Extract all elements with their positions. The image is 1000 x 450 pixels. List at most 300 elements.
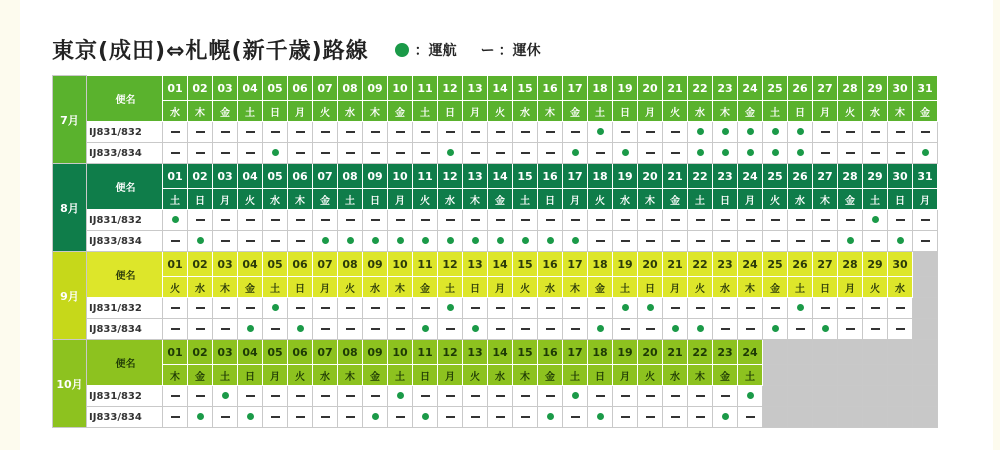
closed-dash-icon xyxy=(871,307,880,309)
flight-number: IJ833/834 xyxy=(87,407,163,428)
weekday: 月 xyxy=(388,189,413,210)
day-number: 09 xyxy=(363,164,388,189)
schedule-cell xyxy=(488,231,513,252)
closed-dash-icon xyxy=(296,152,305,154)
closed-dash-icon xyxy=(646,152,655,154)
empty-cell xyxy=(788,340,813,365)
schedule-cell xyxy=(363,319,388,340)
closed-dash-icon xyxy=(196,395,205,397)
closed-dash-icon xyxy=(371,395,380,397)
weekday: 木 xyxy=(363,101,388,122)
schedule-cell xyxy=(688,386,713,407)
closed-dash-icon xyxy=(846,131,855,133)
operating-dot-icon xyxy=(722,413,729,420)
schedule-cell xyxy=(613,210,638,231)
weekday: 水 xyxy=(538,277,563,298)
empty-cell xyxy=(813,407,838,428)
empty-cell xyxy=(913,298,938,319)
empty-cell xyxy=(913,407,938,428)
closed-dash-icon xyxy=(246,307,255,309)
day-number: 03 xyxy=(213,340,238,365)
weekday-row xyxy=(53,101,938,122)
day-number: 08 xyxy=(338,340,363,365)
closed-dash-icon xyxy=(821,307,830,309)
schedule-cell xyxy=(738,319,763,340)
empty-cell xyxy=(913,340,938,365)
schedule-cell xyxy=(488,298,513,319)
closed-dash-icon xyxy=(571,328,580,330)
weekday: 木 xyxy=(463,189,488,210)
operating-dot-icon xyxy=(847,237,854,244)
closed-dash-icon xyxy=(171,395,180,397)
operating-dot-icon xyxy=(597,325,604,332)
schedule-cell xyxy=(338,210,363,231)
closed-dash-icon xyxy=(621,240,630,242)
schedule-cell xyxy=(763,210,788,231)
closed-dash-icon xyxy=(521,152,530,154)
weekday-row xyxy=(53,365,938,386)
schedule-cell xyxy=(763,122,788,143)
closed-dash-icon xyxy=(246,152,255,154)
closed-dash-icon xyxy=(321,395,330,397)
schedule-cell xyxy=(813,319,838,340)
closed-dash-icon xyxy=(646,131,655,133)
operating-dot-icon xyxy=(172,216,179,223)
schedule-cell xyxy=(913,210,938,231)
schedule-cell xyxy=(813,143,838,164)
schedule-cell xyxy=(663,122,688,143)
day-number: 17 xyxy=(563,164,588,189)
weekday: 金 xyxy=(713,365,738,386)
schedule-cell xyxy=(588,231,613,252)
schedule-cell xyxy=(513,298,538,319)
weekday: 火 xyxy=(288,365,313,386)
schedule-cell xyxy=(163,122,188,143)
schedule-cell xyxy=(313,231,338,252)
closed-dash-icon xyxy=(671,395,680,397)
empty-cell xyxy=(913,319,938,340)
operating-dot-icon xyxy=(272,304,279,311)
weekday: 水 xyxy=(663,365,688,386)
closed-dash-icon xyxy=(621,131,630,133)
flight-number: IJ831/832 xyxy=(87,122,163,143)
empty-cell xyxy=(763,407,788,428)
schedule-cell xyxy=(213,122,238,143)
weekday: 月 xyxy=(613,365,638,386)
closed-dash-icon xyxy=(221,328,230,330)
closed-dash-icon xyxy=(496,219,505,221)
schedule-cell xyxy=(238,143,263,164)
month-label: 9月 xyxy=(53,252,87,340)
weekday: 土 xyxy=(438,277,463,298)
schedule-cell xyxy=(813,298,838,319)
schedule-cell xyxy=(838,143,863,164)
empty-cell xyxy=(838,365,863,386)
schedule-cell xyxy=(538,143,563,164)
schedule-cell xyxy=(413,143,438,164)
weekday: 土 xyxy=(588,101,613,122)
operating-dot-icon xyxy=(572,392,579,399)
schedule-cell xyxy=(888,210,913,231)
day-number: 23 xyxy=(713,340,738,365)
operating-dot-icon xyxy=(422,325,429,332)
schedule-cell xyxy=(263,143,288,164)
weekday: 木 xyxy=(188,101,213,122)
schedule-cell xyxy=(663,386,688,407)
closed-dash-icon xyxy=(771,240,780,242)
schedule-cell xyxy=(813,122,838,143)
closed-dash-icon xyxy=(471,307,480,309)
schedule-cell xyxy=(663,143,688,164)
operating-dot-icon xyxy=(397,392,404,399)
day-number: 15 xyxy=(513,164,538,189)
schedule-cell xyxy=(838,122,863,143)
legend-closed-symbol: ー xyxy=(480,42,495,59)
closed-dash-icon xyxy=(671,131,680,133)
month-label: 8月 xyxy=(53,164,87,252)
flight-row xyxy=(53,231,938,252)
schedule-cell xyxy=(763,319,788,340)
weekday: 日 xyxy=(638,277,663,298)
schedule-cell xyxy=(188,143,213,164)
schedule-cell xyxy=(313,143,338,164)
weekday: 木 xyxy=(563,277,588,298)
day-number: 19 xyxy=(613,164,638,189)
operating-dot-icon xyxy=(672,325,679,332)
schedule-cell xyxy=(238,210,263,231)
month-block-sep xyxy=(53,252,938,340)
empty-cell xyxy=(913,277,938,298)
closed-dash-icon xyxy=(321,131,330,133)
closed-dash-icon xyxy=(321,219,330,221)
schedule-cell xyxy=(738,143,763,164)
closed-dash-icon xyxy=(596,240,605,242)
closed-dash-icon xyxy=(696,416,705,418)
closed-dash-icon xyxy=(321,307,330,309)
schedule-cell xyxy=(188,210,213,231)
schedule-cell xyxy=(338,122,363,143)
day-number: 11 xyxy=(413,164,438,189)
day-number-row xyxy=(53,164,938,189)
operating-dot-icon xyxy=(772,128,779,135)
day-number: 02 xyxy=(188,252,213,277)
empty-cell xyxy=(913,386,938,407)
schedule-cell xyxy=(663,298,688,319)
schedule-cell xyxy=(388,210,413,231)
closed-dash-icon xyxy=(646,416,655,418)
weekday: 水 xyxy=(863,101,888,122)
closed-dash-icon xyxy=(546,219,555,221)
schedule-cell xyxy=(163,319,188,340)
schedule-cell xyxy=(388,231,413,252)
day-number: 01 xyxy=(163,340,188,365)
weekday: 金 xyxy=(188,365,213,386)
day-number: 18 xyxy=(588,164,613,189)
schedule-cell xyxy=(363,122,388,143)
closed-dash-icon xyxy=(471,152,480,154)
closed-dash-icon xyxy=(246,131,255,133)
schedule-cell xyxy=(663,210,688,231)
operating-dot-icon xyxy=(522,237,529,244)
schedule-cell xyxy=(413,319,438,340)
day-number: 21 xyxy=(663,252,688,277)
weekday: 日 xyxy=(263,101,288,122)
weekday: 月 xyxy=(288,101,313,122)
schedule-cell xyxy=(363,298,388,319)
schedule-cell xyxy=(463,386,488,407)
weekday: 水 xyxy=(438,189,463,210)
day-number: 15 xyxy=(513,340,538,365)
weekday: 日 xyxy=(788,101,813,122)
day-number: 16 xyxy=(538,164,563,189)
schedule-cell xyxy=(513,143,538,164)
weekday: 水 xyxy=(263,189,288,210)
flight-row xyxy=(53,122,938,143)
day-number: 30 xyxy=(888,76,913,101)
day-number: 06 xyxy=(288,164,313,189)
day-number: 25 xyxy=(763,252,788,277)
schedule-cell xyxy=(463,298,488,319)
closed-dash-icon xyxy=(471,131,480,133)
weekday: 月 xyxy=(263,365,288,386)
schedule-cell xyxy=(638,122,663,143)
day-number: 09 xyxy=(363,76,388,101)
day-number: 31 xyxy=(913,164,938,189)
schedule-cell xyxy=(813,231,838,252)
schedule-cell xyxy=(688,122,713,143)
operating-dot-icon xyxy=(897,237,904,244)
schedule-cell xyxy=(863,298,888,319)
flight-schedule-table xyxy=(52,75,938,428)
day-number: 01 xyxy=(163,76,188,101)
empty-cell xyxy=(913,365,938,386)
day-number: 14 xyxy=(488,340,513,365)
closed-dash-icon xyxy=(596,307,605,309)
schedule-cell xyxy=(488,143,513,164)
operating-dot-icon xyxy=(922,149,929,156)
month-block-aug xyxy=(53,164,938,252)
day-number: 14 xyxy=(488,252,513,277)
operating-dot-icon xyxy=(797,128,804,135)
schedule-cell xyxy=(838,210,863,231)
schedule-cell xyxy=(538,298,563,319)
day-number: 08 xyxy=(338,252,363,277)
schedule-cell xyxy=(563,407,588,428)
operating-dot-icon xyxy=(197,237,204,244)
closed-dash-icon xyxy=(171,131,180,133)
month-label: 10月 xyxy=(53,340,87,428)
closed-dash-icon xyxy=(896,219,905,221)
day-number: 22 xyxy=(688,164,713,189)
flight-number: IJ833/834 xyxy=(87,231,163,252)
weekday: 日 xyxy=(438,101,463,122)
header xyxy=(52,34,541,65)
day-number: 20 xyxy=(638,340,663,365)
day-number: 16 xyxy=(538,76,563,101)
schedule-cell xyxy=(163,210,188,231)
schedule-cell xyxy=(863,210,888,231)
closed-dash-icon xyxy=(796,328,805,330)
closed-dash-icon xyxy=(796,240,805,242)
schedule-cell xyxy=(188,407,213,428)
schedule-cell xyxy=(288,298,313,319)
closed-dash-icon xyxy=(571,131,580,133)
closed-dash-icon xyxy=(496,131,505,133)
closed-dash-icon xyxy=(871,240,880,242)
schedule-cell xyxy=(663,319,688,340)
weekday: 火 xyxy=(663,101,688,122)
empty-cell xyxy=(863,407,888,428)
day-number: 06 xyxy=(288,252,313,277)
weekday: 火 xyxy=(238,189,263,210)
empty-cell xyxy=(863,386,888,407)
weekday: 日 xyxy=(238,365,263,386)
closed-dash-icon xyxy=(771,219,780,221)
flight-number: IJ833/834 xyxy=(87,143,163,164)
schedule-cell xyxy=(613,298,638,319)
schedule-cell xyxy=(513,319,538,340)
closed-dash-icon xyxy=(446,395,455,397)
operating-dot-icon xyxy=(372,413,379,420)
closed-dash-icon xyxy=(171,328,180,330)
day-number-row xyxy=(53,76,938,101)
empty-cell xyxy=(863,365,888,386)
closed-dash-icon xyxy=(771,307,780,309)
closed-dash-icon xyxy=(271,416,280,418)
schedule-cell xyxy=(838,298,863,319)
weekday: 火 xyxy=(513,277,538,298)
closed-dash-icon xyxy=(371,219,380,221)
schedule-cell xyxy=(288,122,313,143)
closed-dash-icon xyxy=(296,416,305,418)
month-block-oct xyxy=(53,340,938,428)
day-number: 03 xyxy=(213,164,238,189)
closed-dash-icon xyxy=(521,416,530,418)
day-number: 05 xyxy=(263,252,288,277)
empty-cell xyxy=(888,386,913,407)
closed-dash-icon xyxy=(296,219,305,221)
schedule-cell xyxy=(588,319,613,340)
schedule-cell xyxy=(388,386,413,407)
schedule-cell xyxy=(588,122,613,143)
operating-dot-icon xyxy=(697,149,704,156)
closed-dash-icon xyxy=(521,131,530,133)
weekday: 土 xyxy=(413,101,438,122)
closed-dash-icon xyxy=(746,240,755,242)
schedule-cell xyxy=(263,386,288,407)
day-number: 23 xyxy=(713,164,738,189)
operating-dot-icon xyxy=(247,413,254,420)
schedule-cell xyxy=(463,407,488,428)
day-number: 28 xyxy=(838,76,863,101)
day-number: 06 xyxy=(288,340,313,365)
closed-dash-icon xyxy=(171,240,180,242)
schedule-cell xyxy=(688,210,713,231)
closed-dash-icon xyxy=(471,395,480,397)
weekday: 日 xyxy=(713,189,738,210)
closed-dash-icon xyxy=(421,152,430,154)
closed-dash-icon xyxy=(446,131,455,133)
schedule-cell xyxy=(163,231,188,252)
day-number: 06 xyxy=(288,76,313,101)
day-number: 16 xyxy=(538,340,563,365)
weekday: 火 xyxy=(313,101,338,122)
schedule-cell xyxy=(238,319,263,340)
weekday: 金 xyxy=(838,189,863,210)
weekday: 木 xyxy=(688,365,713,386)
schedule-cell xyxy=(313,407,338,428)
schedule-cell xyxy=(213,386,238,407)
legend-operating-label: ：運航 xyxy=(414,42,457,59)
closed-dash-icon xyxy=(671,307,680,309)
schedule-cell xyxy=(238,298,263,319)
schedule-cell xyxy=(338,298,363,319)
legend-closed-label: ：運休 xyxy=(498,42,541,59)
closed-dash-icon xyxy=(621,395,630,397)
schedule-cell xyxy=(688,407,713,428)
weekday: 火 xyxy=(588,189,613,210)
schedule-cell xyxy=(613,407,638,428)
closed-dash-icon xyxy=(896,328,905,330)
day-number: 15 xyxy=(513,76,538,101)
schedule-cell xyxy=(513,386,538,407)
schedule-cell xyxy=(338,231,363,252)
day-number: 25 xyxy=(763,76,788,101)
weekday: 木 xyxy=(388,277,413,298)
closed-dash-icon xyxy=(371,328,380,330)
weekday: 金 xyxy=(238,277,263,298)
closed-dash-icon xyxy=(396,131,405,133)
day-number: 17 xyxy=(563,340,588,365)
empty-cell xyxy=(888,407,913,428)
flight-header-label: 便名 xyxy=(87,252,163,298)
operating-dot-icon xyxy=(797,304,804,311)
schedule-cell xyxy=(363,210,388,231)
day-number: 02 xyxy=(188,164,213,189)
schedule-cell xyxy=(538,122,563,143)
schedule-cell xyxy=(488,386,513,407)
empty-cell xyxy=(863,340,888,365)
closed-dash-icon xyxy=(346,131,355,133)
day-number: 11 xyxy=(413,76,438,101)
weekday: 土 xyxy=(763,101,788,122)
day-number: 10 xyxy=(388,164,413,189)
closed-dash-icon xyxy=(246,219,255,221)
schedule-cell xyxy=(713,231,738,252)
schedule-cell xyxy=(738,298,763,319)
closed-dash-icon xyxy=(646,395,655,397)
closed-dash-icon xyxy=(921,219,930,221)
schedule-cell xyxy=(638,143,663,164)
day-number: 26 xyxy=(788,164,813,189)
schedule-cell xyxy=(438,407,463,428)
operating-dot-icon xyxy=(722,128,729,135)
schedule-cell xyxy=(238,386,263,407)
schedule-cell xyxy=(688,319,713,340)
weekday: 月 xyxy=(313,277,338,298)
closed-dash-icon xyxy=(371,131,380,133)
day-number: 31 xyxy=(913,76,938,101)
schedule-cell xyxy=(463,210,488,231)
operating-dot-icon xyxy=(622,304,629,311)
schedule-cell xyxy=(888,319,913,340)
day-number: 04 xyxy=(238,164,263,189)
closed-dash-icon xyxy=(196,307,205,309)
empty-cell xyxy=(788,365,813,386)
empty-cell xyxy=(788,407,813,428)
schedule-cell xyxy=(438,298,463,319)
weekday: 日 xyxy=(363,189,388,210)
